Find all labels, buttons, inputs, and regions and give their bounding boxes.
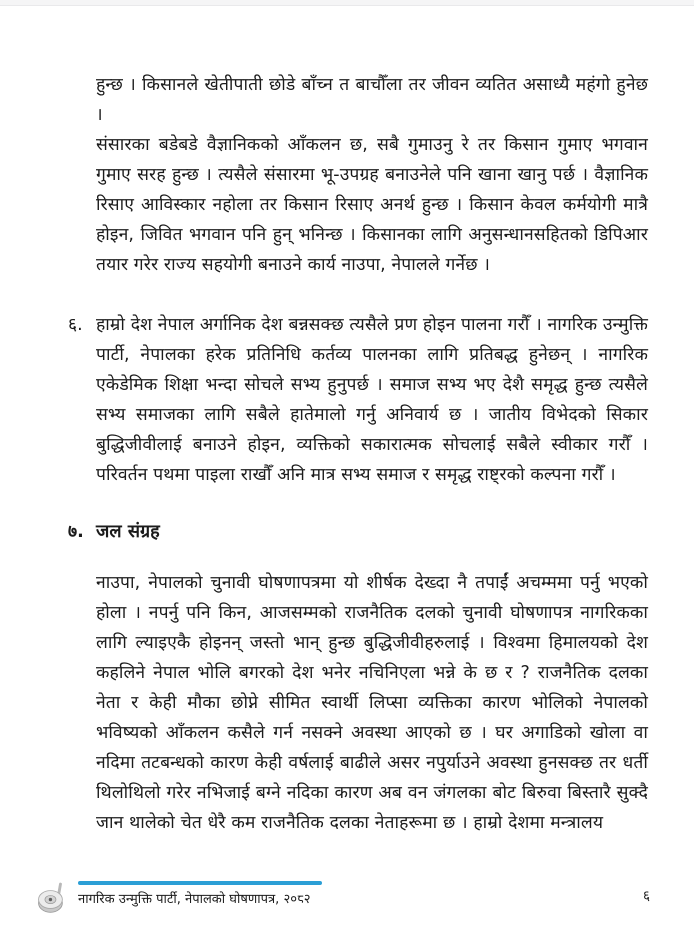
section-7-title: जल संग्रह [96,521,160,542]
section-7-heading-row [68,517,648,547]
item-6-text: हाम्रो देश नेपाल अर्गानिक देश बन्नसक्छ त्यसैले प्रण होइन पालना गरौँ । नागरिक उन्मुक्ति पार्टी, नेपालका हरेक प्रतिनिधि कर्तव्य पालनका लागि प्रतिबद्ध हुनेछन् । नागरिक एकेडेमिक शिक्षा भन्दा सोचले सभ्य हुनुपर्छ । समाज सभ्य भए देशै समृद्ध हुन्छ त्यसैले सभ्य समाजका लागि सबैले हातेमालो गर्नु अनिवार्य छ । जातीय विभेदको सिकार बुद्धिजीवीलाई बनाउने होइन, व्यक्तिको सकारात्मक सोचलाई सबैले स्वीकार गरौँ । परिवर्तन पथमा पाइला राखौँ अनि मात्र सभ्य समाज र समृद्ध राष्ट्रको कल्पना गरौँ । [96,315,648,485]
item-6-number: ६. [68,315,83,335]
document-body [68,70,648,838]
party-logo-icon [36,876,70,918]
paragraph-farmers: संसारका बडेबडे वैज्ञानिकको आँकलन छ, सबै गुमाउनु रे तर किसान गुमाए भगवान गुमाए सरह हुन्छ । त्यसैले संसारमा भू-उपग्रह बनाउनेले पनि खाना खानु पर्छ । वैज्ञानिक रिसाए आविस्कार नहोला तर किसान रिसाए अनर्थ हुन्छ । किसान केवल कर्मयोगी मात्रै होइन, जिवित भगवान पनि हुन् भनिन्छ । किसानका लागि अनुसन्धानसहितको डिपिआर तयार गरेर राज्य सहयोगी बनाउने कार्य नाउपा, नेपालले गर्नेछ । [96,135,648,275]
section-7-number: ७. [68,522,84,542]
page-footer [78,881,322,908]
paragraph-continuation: हुन्छ । किसानले खेतीपाती छोडे बाँच्न त बाचौँला तर जीवन व्यतित असाध्यै महंगो हुनेछ । [96,75,648,125]
footer-title: नागरिक उन्मुक्ति पार्टी, नेपालको घोषणापत्र, २०८२ [78,892,311,907]
footer-rule [78,881,322,885]
numbered-item-6 [68,310,648,490]
section-7-paragraph: नाउपा, नेपालको चुनावी घोषणापत्रमा यो शीर्षक देख्दा नै तपाईं अचम्ममा पर्नु भएको होला । नपर्नु पनि किन, आजसम्मको राजनैतिक दलको चुनावी घोषणापत्र नागरिकका लागि ल्याइएकै होइनन् जस्तो भान् हुन्छ बुद्धिजीवीहरुलाई । विश्वमा हिमालयको देश कहलिने नेपाल भोलि बगरको देश भनेर नचिनिएला भन्ने के छ र ? राजनैतिक दलका नेता र केही मौका छोप्ने सीमित स्वार्थी लिप्सा व्यक्तिका कारण भोलिको नेपालको भविष्यको आँकलन कसैले गर्न नसक्ने अवस्था आएको छ । घर अगाडिको खोला वा नदिमा तटबन्धको कारण केही वर्षलाई बाढीले असर नपुर्याउने अवस्था हुनसक्छ तर धर्ती थिलोथिलो गरेर नभिजाई बग्ने नदिका कारण अब वन जंगलका बोट बिरुवा बिस्तारै सुक्दै जान थालेको चेत धेरै कम राजनैतिक दलका नेताहरूमा छ । हाम्रो देशमा मन्त्रालय [96,573,648,833]
page-edge-strip [0,0,694,6]
page-number: ६ [642,888,650,904]
